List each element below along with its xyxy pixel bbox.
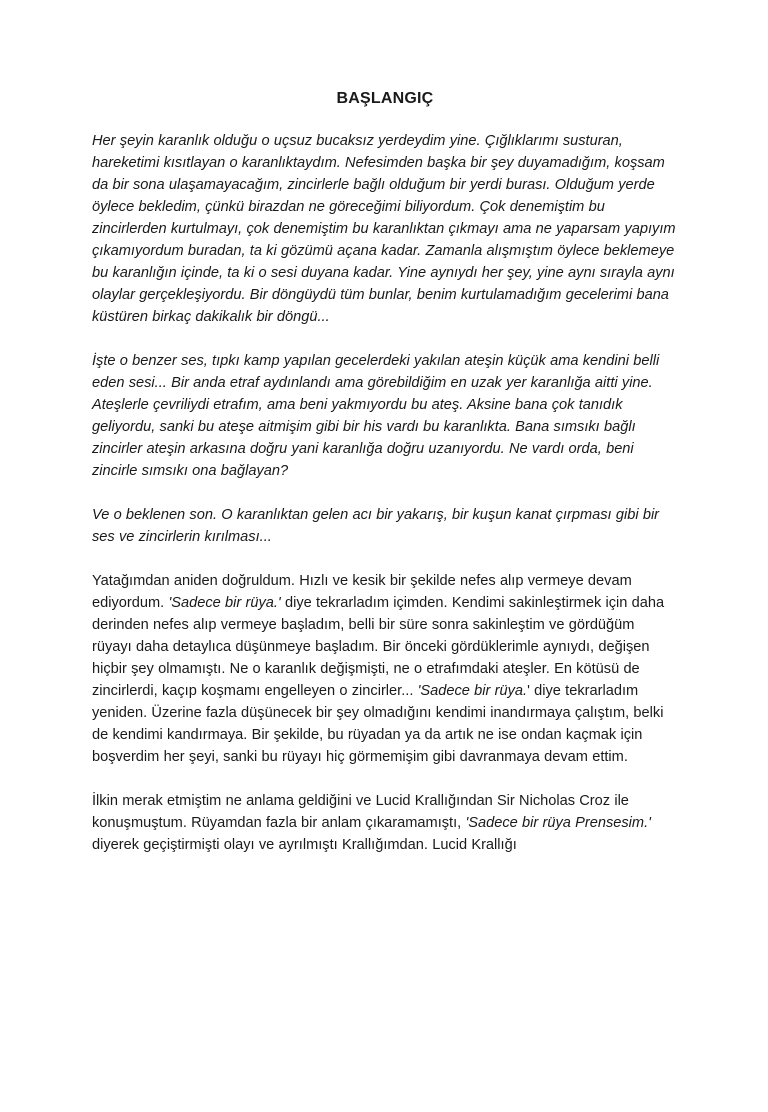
paragraph-lucid-kingdom: [92, 790, 678, 856]
text-segment: Yatağımdan aniden doğruldum. Hızlı ve kesik bir şekilde nefes alıp vermeye devam ediyordum.: [92, 573, 632, 611]
paragraph-awaited-end: Ve o beklenen son. O karanlıktan gelen acı bir yakarış, bir kuşun kanat çırpması gibi bir ses ve zincirlerin kırılması...: [92, 507, 660, 545]
paragraph-fire-sound: İşte o benzer ses, tıpkı kamp yapılan gecelerdeki yakılan ateşin küçük ama kendini belli eden sesi... Bir anda etraf aydınlandı ama görebildiğim en uzak yer karanlığa aitti yine. Ateşlerle çevriliydi etrafım, ama beni yakmıyordu bu ateş. Aksine bana çok tanıdık geliyordu, sanki bu ateşe aitmişim gibi bir his vardı bu karanlıkta. Bana sımsıkı bağlı zincirler ateşin arkasına doğru yani karanlığa doğru uzanıyordu. Ne vardı orda, beni zincirle sımsıkı ona bağlayan?: [92, 353, 660, 479]
paragraph-waking-up: [92, 570, 678, 768]
page-title: BAŞLANGIÇ: [336, 90, 434, 107]
document-page: [0, 88, 768, 1112]
quote-just-a-dream-princess: 'Sadece bir rüya Prensesim.': [465, 815, 651, 831]
quote-just-a-dream: 'Sadece bir rüya.: [417, 683, 528, 699]
text-segment: diye tekrarladım içimden. Kendimi sakinleştirmek için daha derinden nefes alıp vermeye başladım, belli bir süre sonra sakinleştim ve gördüğüm rüyayı daha detaylıca düşünmeye başladım. Bir önceki gördüklerimle aynıydı, değişen hiçbir şey olmamıştı. Ne o karanlık değişmişti, ne o etrafımdaki ateşler. En kötüsü de zincirlerdi, kaçıp koşmamı engelleyen o zincirler...: [92, 595, 665, 699]
text-segment: diyerek geçiştirmişti olayı ve ayrılmıştı Krallığımdan. Lucid Krallığı: [92, 837, 517, 853]
paragraph-dream-darkness: Her şeyin karanlık olduğu o uçsuz bucaksız yerdeydim yine. Çığlıklarımı susturan, hareketimi kısıtlayan o karanlıktaydım. Nefesimden başka bir şey duyamadığım, koşsam da bir sona ulaşamayacağım, zincirlerle bağlı olduğum bir yerdi burası. Olduğum yerde öylece bekledim, çünkü birazdan ne göreceğimi biliyordum. Çok denemiştim bu zincirlerden kurtulmayı, çok denemiştim bu karanlıktan çıkmayı ama ne yaparsam yapıyım çıkamıyordum buradan, ta ki gözümü açana kadar. Zamanla alışmıştım öylece beklemeye bu karanlığın içinde, ta ki o sesi duyana kadar. Yine aynıydı her şey, yine aynı sırayla aynı olaylar gerçekleşiyordu. Bir döngüydü tüm bunlar, benim kurtulamadığım gecelerimi bana küstüren birkaç dakikalık bir döngü...: [92, 133, 676, 325]
text-segment: ' diye tekrarladım yeniden. Üzerine fazla düşünecek bir şey olmadığını kendimi inandırmaya çalıştım, belki de kendimi kandırmaya. Bir şekilde, bu rüyadan ya da artık ne ise ondan kaçmak için boşverdim her şeyi, sanki bu rüyayı hiç görmemişim gibi davranmaya devam ettim.: [92, 683, 664, 765]
quote-just-a-dream: 'Sadece bir rüya.': [168, 595, 281, 611]
text-segment: İlkin merak etmiştim ne anlama geldiğini ve Lucid Krallığından Sir Nicholas Croz ile konuşmuştum. Rüyamdan fazla bir anlam çıkaramamıştı,: [92, 793, 629, 831]
